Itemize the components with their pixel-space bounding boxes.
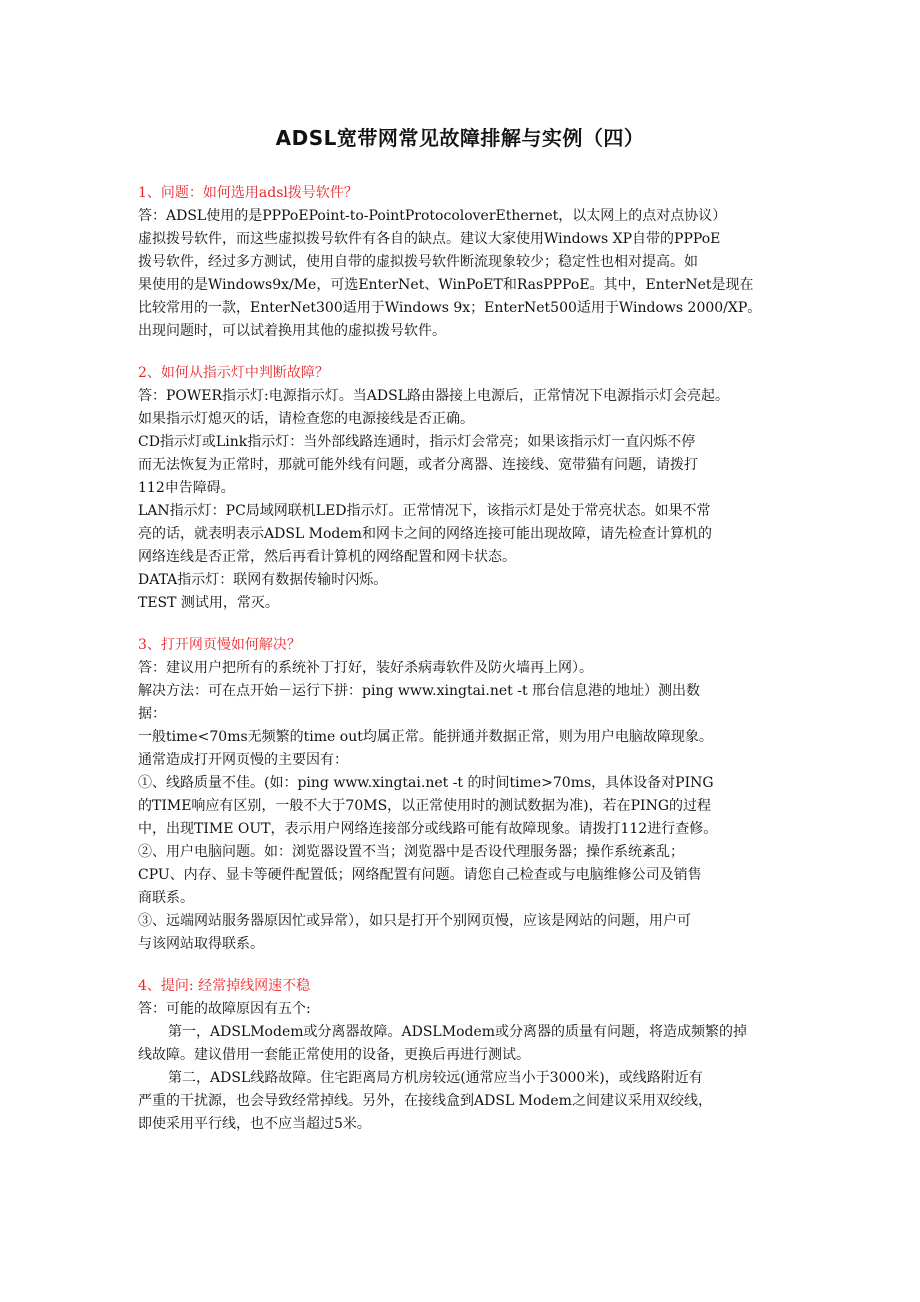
text-line: 如果指示灯熄灭的话，请检查您的电源接线是否正确。 (138, 411, 474, 427)
text-line: 出现问题时，可以试着换用其他的虚拟拨号软件。 (138, 323, 446, 339)
text-line: 解决方法：可在点开始－运行下拼：ping www.xingtai.net -t 邢台信息港的地址）测出数 (138, 683, 701, 699)
text-line: 第二，ADSL线路故障。住宅距离局方机房较远(通常应当小于3000米)，或线路附近有 (168, 1070, 703, 1086)
text-line: 亮的话，就表明表示ADSL Modem和网卡之间的网络连接可能出现故障，请先检查计算机的 (138, 526, 712, 542)
section-heading: 1、问题：如何选用adsl拨号软件？ (138, 185, 358, 201)
text-line: ②、用户电脑问题。如：浏览器设置不当；浏览器中是否设代理服务器；操作系统紊乱； (138, 844, 684, 860)
section-heading: 4、提问: 经常掉线网速不稳 (138, 978, 311, 994)
text-line: 网络连线是否正常，然后再看计算机的网络配置和网卡状态。 (138, 549, 516, 565)
text-line: 即使采用平行线，也不应当超过5米。 (138, 1116, 371, 1132)
text-line: CPU、内存、显卡等硬件配置低；网络配置有问题。请您自己检查或与电脑维修公司及销售 (138, 867, 702, 883)
text-line: ①、线路质量不佳。(如：ping www.xingtai.net -t 的时间time>70ms，具体设备对PING (138, 775, 714, 791)
text-line: 而无法恢复为正常时，那就可能外线有问题，或者分离器、连接线、宽带猫有问题，请拨打 (138, 457, 698, 473)
section-4 (138, 975, 798, 1136)
text-line: 果使用的是Windows9x/Me，可选EnterNet、WinPoET和RasPPPoE。其中，EnterNet是现在 (138, 277, 754, 293)
section-1 (138, 182, 798, 343)
text-line: 据： (138, 706, 166, 722)
section-2 (138, 362, 798, 615)
text-line: 严重的干扰源，也会导致经常掉线。另外，在接线盒到ADSL Modem之间建议采用双绞线， (138, 1093, 712, 1109)
document-body (138, 182, 798, 1155)
text-line: 商联系。 (138, 890, 194, 906)
text-line: LAN指示灯：PC局域网联机LED指示灯。正常情况下，该指示灯是处于常亮状态。如果不常 (138, 503, 711, 519)
text-line: DATA指示灯：联网有数据传输时闪烁。 (138, 572, 388, 588)
section-heading: 2、如何从指示灯中判断故障？ (138, 365, 329, 381)
text-line: ③、远端网站服务器原因忙或异常），如只是打开个别网页慢，应该是网站的问题，用户可 (138, 913, 691, 929)
text-line: 答：可能的故障原因有五个: (138, 1001, 311, 1017)
text-line: 拨号软件，经过多方测试，使用自带的虚拟拨号软件断流现象较少；稳定性也相对提高。如 (138, 254, 698, 270)
text-line: 线故障。建议借用一套能正常使用的设备，更换后再进行测试。 (138, 1047, 530, 1063)
text-line: TEST 测试用，常灭。 (138, 595, 279, 611)
text-line: CD指示灯或Link指示灯：当外部线路连通时，指示灯会常亮；如果该指示灯一直闪烁不停 (138, 434, 696, 450)
text-line: 与该网站取得联系。 (138, 936, 264, 952)
section-heading: 3、打开网页慢如何解决？ (138, 637, 301, 653)
text-line: 中，出现TIME OUT，表示用户网络连接部分或线路可能有故障现象。请拨打112进行查修。 (138, 821, 718, 837)
text-line: 答：建议用户把所有的系统补丁打好，装好杀病毒软件及防火墙再上网）。 (138, 660, 593, 676)
text-line: 一般time<70ms无频繁的time out均属正常。能拼通并数据正常，则为用户电脑故障现象。 (138, 729, 713, 745)
text-line: 112申告障碍。 (138, 480, 235, 496)
document-title: ADSL宽带网常见故障排解与实例（四） (275, 126, 645, 150)
text-line: 的TIME响应有区别，一般不大于70MS，以正常使用时的测试数据为准)，若在PING的过程 (138, 798, 712, 814)
section-3 (138, 634, 798, 956)
text-line: 答：POWER指示灯:电源指示灯。当ADSL路由器接上电源后，正常情况下电源指示灯会亮起。 (138, 388, 729, 404)
text-line: 答：ADSL使用的是PPPoEPoint-to-PointProtocoloverEthernet，以太网上的点对点协议） (138, 208, 727, 224)
text-line: 通常造成打开网页慢的主要因有： (138, 752, 348, 768)
text-line: 虚拟拨号软件，而这些虚拟拨号软件有各自的缺点。建议大家使用Windows XP自带的PPPoE (138, 231, 721, 247)
text-line: 第一，ADSLModem或分离器故障。ADSLModem或分离器的质量有问题，将造成频繁的掉 (168, 1024, 748, 1040)
text-line: 比较常用的一款，EnterNet300适用于Windows 9x；EnterNet500适用于Windows 2000/XP。 (138, 300, 762, 316)
